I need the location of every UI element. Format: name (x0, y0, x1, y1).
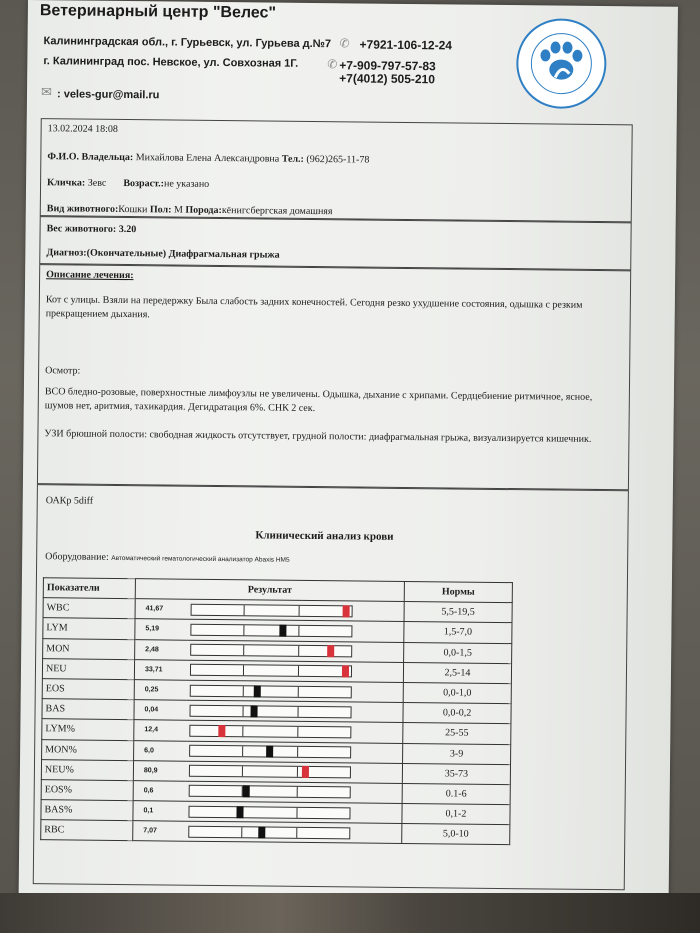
range-divider-high (296, 787, 297, 797)
blood-results-table (40, 577, 513, 845)
species-label: Вид животного: (46, 203, 119, 215)
range-divider-high (297, 707, 298, 717)
email-icon: ✉ (40, 84, 53, 100)
result-marker (258, 826, 265, 838)
range-divider-low (244, 625, 245, 635)
range-divider-low (242, 746, 243, 756)
range-divider-low (242, 827, 243, 837)
param-norm: 5,0-10 (402, 824, 510, 845)
age-label: Возраст.: (123, 178, 165, 190)
table-row (41, 820, 510, 845)
param-value: 0,25 (134, 680, 186, 701)
result-marker (218, 725, 225, 737)
col-header-result: Результат (135, 579, 404, 602)
range-bar (190, 604, 352, 618)
param-name: LYM% (42, 719, 134, 740)
blood-test-box (33, 484, 629, 890)
param-norm: 2,5-14 (403, 662, 511, 683)
species: Кошки (118, 203, 148, 216)
param-name: RBC (41, 820, 133, 841)
result-marker (280, 625, 287, 637)
param-norm: 0,0-0,2 (403, 703, 511, 724)
clinic-name: Ветеринарный центр "Велес" (39, 2, 277, 22)
range-bar-cell (185, 801, 402, 823)
vet-report-sheet (19, 0, 678, 912)
range-divider-high (298, 646, 299, 656)
owner-info-box (40, 118, 633, 222)
visit-datetime: 13.02.2024 18:08 (47, 123, 118, 135)
param-name: LYM (43, 618, 135, 639)
param-norm: 1,5-7,0 (404, 622, 512, 643)
range-bar (188, 826, 350, 840)
range-divider-low (242, 767, 243, 777)
owner-phone-label: Тел.: (281, 153, 304, 165)
param-norm: 0,1-2 (402, 804, 510, 825)
range-bar-cell (186, 660, 403, 682)
result-marker (236, 806, 243, 818)
param-name: EOS% (41, 780, 133, 801)
blood-test-title: Клинический анализ крови (255, 529, 394, 543)
range-bar-cell (185, 821, 402, 843)
param-name: MON (43, 638, 135, 659)
param-value: 80,9 (133, 760, 185, 781)
blood-test-code: ОАКр 5diff (45, 495, 94, 507)
param-name: NEU (42, 658, 134, 679)
range-bar-cell (187, 640, 404, 662)
range-bar-cell (187, 620, 404, 642)
owner-phone: (962)265-11-78 (306, 153, 370, 166)
phone-icon: ✆ (327, 57, 338, 72)
param-value: 41,67 (135, 599, 187, 620)
param-norm: 0,0-1,0 (403, 682, 511, 703)
param-value: 0,1 (133, 801, 185, 822)
range-bar (190, 624, 352, 638)
result-marker (342, 666, 349, 678)
param-norm: 5,5-19,5 (404, 602, 512, 623)
owner-name: Михайлова Елена Александровна (135, 152, 280, 165)
range-divider-high (297, 747, 298, 757)
range-bar-cell (186, 700, 403, 722)
result-marker (302, 766, 309, 778)
range-divider-low (243, 686, 244, 696)
col-header-norm: Нормы (404, 581, 512, 602)
range-divider-high (296, 828, 297, 838)
range-bar-cell (185, 781, 402, 803)
treatment-box (37, 264, 631, 490)
param-name: MON% (42, 739, 134, 760)
clinic-phone-3: +7(4012) 505-210 (339, 71, 436, 87)
range-bar (188, 765, 350, 779)
phone-icon: ✆ (339, 36, 350, 51)
param-value: 6,0 (134, 740, 186, 761)
param-norm: 25-55 (403, 723, 511, 744)
param-name: NEU% (41, 759, 133, 780)
clinic-phone-2: +7-909-797-57-83 (339, 58, 436, 74)
range-divider-high (298, 666, 299, 676)
range-divider-high (297, 686, 298, 696)
param-norm: 35-73 (402, 763, 510, 784)
range-bar (189, 745, 351, 759)
param-norm: 3-9 (403, 743, 511, 764)
range-bar (190, 644, 352, 658)
range-bar (188, 785, 350, 799)
treatment-title: Описание лечения: (46, 269, 134, 282)
result-marker (327, 645, 334, 657)
clinic-header (39, 0, 640, 102)
param-value: 2,48 (135, 639, 187, 660)
diagnosis: Диагноз:(Окончательные) Диафрагмальная грыжа (46, 247, 280, 261)
exam-text: ВСО бледно-розовые, поверхностные лимфоузлы не увеличены. Одышка, дыхание с хрипами. Сердцебиение ритмичное, ясное, шумов нет, аритмия, тахикардия. Дегидратация 6%. СНК 2 сек. (44, 386, 593, 415)
range-divider-low (243, 666, 244, 676)
param-norm: 0,0-1,5 (404, 642, 512, 663)
param-name: EOS (42, 679, 134, 700)
range-divider-high (298, 606, 299, 616)
result-marker (253, 685, 260, 697)
param-norm: 0.1-6 (402, 783, 510, 804)
param-name: BAS (42, 699, 134, 720)
param-value: 33,71 (134, 659, 186, 680)
range-bar (189, 684, 351, 698)
range-bar (188, 805, 350, 819)
range-bar-cell (185, 761, 402, 783)
range-bar-cell (187, 599, 404, 621)
param-value: 0,6 (133, 781, 185, 802)
param-value: 7,07 (133, 821, 185, 842)
clinic-phone-1: +7921-106-12-24 (359, 37, 453, 53)
weight: 3.20 (118, 223, 137, 236)
range-divider-high (296, 808, 297, 818)
clinic-logo-icon (515, 17, 608, 110)
floor-background (0, 893, 700, 933)
result-marker (250, 705, 257, 717)
breed: кёнигсбергская домашняя (221, 205, 333, 218)
range-divider-low (244, 605, 245, 615)
ultrasound-text: УЗИ брюшной полости: свободная жидкость отсутствует, грудной полости: диафрагмальная грыжа, визуализируется кишечник. (44, 428, 592, 445)
range-divider-low (243, 706, 244, 716)
range-divider-low (243, 645, 244, 655)
complaint-text: Кот с улицы. Взяли на передержку Была слабость задних конечностей. Сегодня резко ухудшение состояния, одышка с резким прекращением дыхания. (45, 294, 583, 321)
param-name: WBC (43, 598, 135, 619)
clinic-email: : veles-gur@mail.ru (56, 88, 160, 102)
param-value: 12,4 (134, 720, 186, 741)
range-divider-low (243, 726, 244, 736)
range-bar (189, 725, 351, 739)
result-marker (266, 746, 273, 758)
range-divider-high (297, 727, 298, 737)
result-marker (342, 605, 349, 617)
range-bar (189, 664, 351, 678)
breed-label: Порода: (185, 204, 222, 217)
range-divider-high (297, 767, 298, 777)
nickname: Зевс (87, 177, 107, 189)
param-value: 5,19 (135, 619, 187, 640)
weight-label: Вес животного: (46, 223, 117, 235)
range-bar (189, 704, 351, 718)
diagnosis-box (39, 216, 631, 270)
owner-label: Ф.И.О. Владельца: (47, 151, 134, 164)
sex: М (173, 204, 183, 216)
exam-title: Осмотр: (45, 365, 81, 377)
param-value: 0,04 (134, 700, 186, 721)
result-marker (243, 786, 250, 798)
range-bar-cell (186, 721, 403, 743)
clinic-address-2: г. Калининград пос. Невское, ул. Совхозная 1Г. (43, 55, 299, 70)
range-bar-cell (186, 741, 403, 763)
sex-label: Пол: (149, 204, 172, 216)
equipment-label: Оборудование: (45, 551, 109, 563)
clinic-address-1: Калининградская обл., г. Гурьевск, ул. Гурьева д.№7 (43, 35, 332, 51)
nickname-label: Кличка: (47, 177, 86, 189)
range-bar-cell (186, 680, 403, 702)
col-header-param: Показатели (43, 578, 135, 599)
age: не указано (163, 178, 210, 190)
range-divider-high (298, 626, 299, 636)
equipment-name: Автоматический гематологический анализатор Abaxis HM5 (111, 554, 290, 564)
param-name: BAS% (41, 800, 133, 821)
